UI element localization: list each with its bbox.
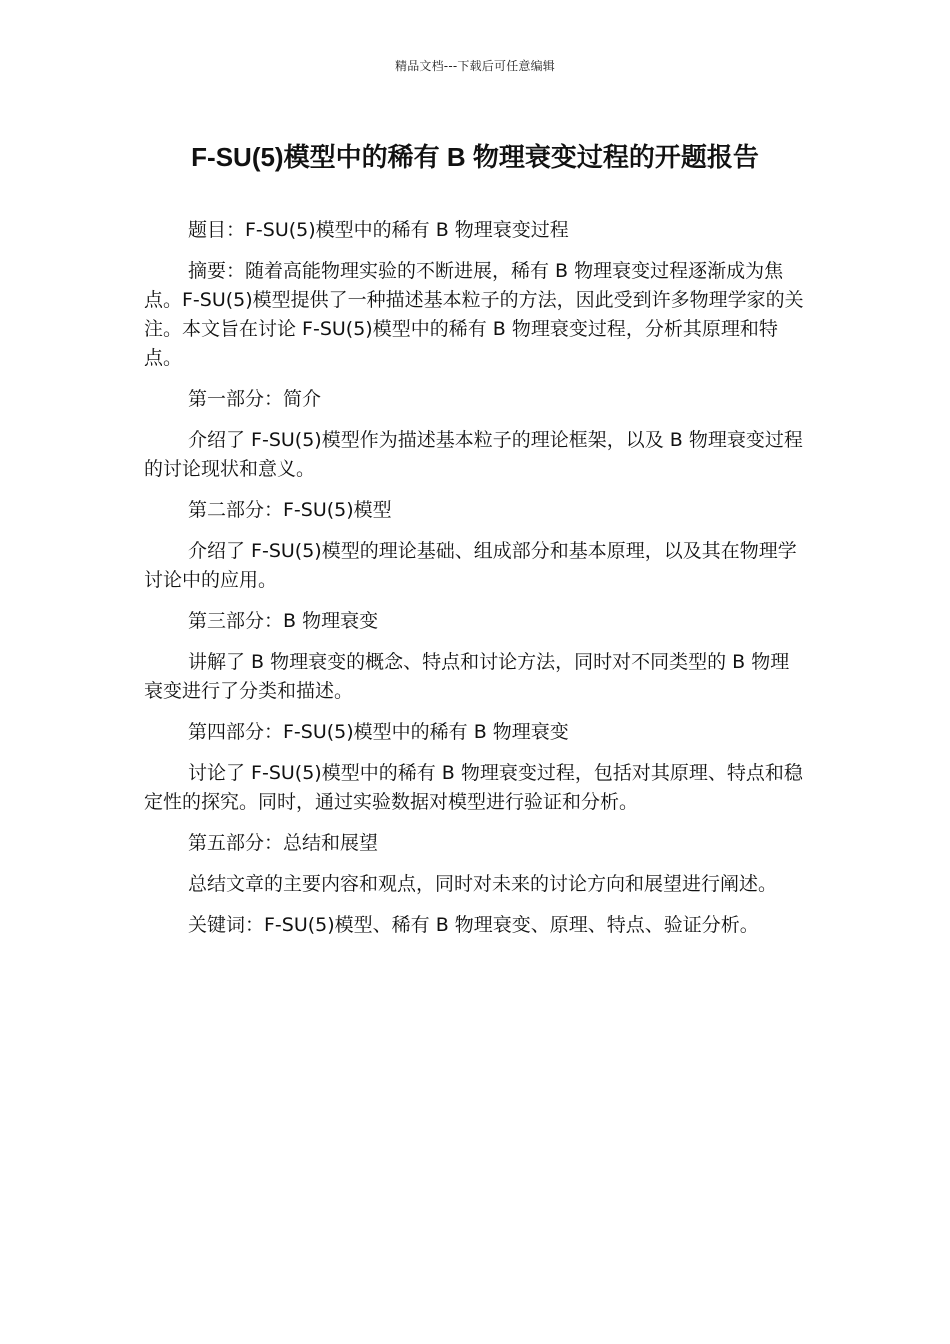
section-heading-2: 第二部分：F-SU(5)模型 <box>188 499 392 521</box>
paragraph-topic: 题目：F-SU(5)模型中的稀有 B 物理衰变过程 <box>188 219 569 241</box>
paragraph-section-3: 讲解了 B 物理衰变的概念、特点和讨论方法，同时对不同类型的 B 物理衰变进行了分类和描述。 <box>144 651 790 702</box>
document-body <box>144 216 804 952</box>
paragraph-section-5: 总结文章的主要内容和观点，同时对未来的讨论方向和展望进行阐述。 <box>188 873 778 895</box>
paragraph-abstract: 摘要：随着高能物理实验的不断进展，稀有 B 物理衰变过程逐渐成为焦点。F-SU(5)模型提供了一种描述基本粒子的方法，因此受到许多物理学家的关注。本文旨在讨论 F-SU(5)模型中的稀有 B 物理衰变过程，分析其原理和特点。 <box>144 260 804 369</box>
section-heading-3: 第三部分：B 物理衰变 <box>188 610 379 632</box>
section-heading-4: 第四部分：F-SU(5)模型中的稀有 B 物理衰变 <box>188 721 569 743</box>
section-heading-5: 第五部分：总结和展望 <box>188 832 379 854</box>
paragraph-section-1: 介绍了 F-SU(5)模型作为描述基本粒子的理论框架，以及 B 物理衰变过程的讨论现状和意义。 <box>144 429 803 480</box>
paragraph-keywords: 关键词：F-SU(5)模型、稀有 B 物理衰变、原理、特点、验证分析。 <box>188 914 759 936</box>
document-title: F-SU(5)模型中的稀有 B 物理衰变过程的开题报告 <box>191 142 759 172</box>
paragraph-section-2: 介绍了 F-SU(5)模型的理论基础、组成部分和基本原理，以及其在物理学讨论中的应用。 <box>144 540 797 591</box>
section-heading-1: 第一部分：简介 <box>188 388 322 410</box>
paragraph-section-4: 讨论了 F-SU(5)模型中的稀有 B 物理衰变过程，包括对其原理、特点和稳定性的探究。同时，通过实验数据对模型进行验证和分析。 <box>144 762 803 813</box>
page-header: 精品文档---下载后可任意编辑 <box>395 59 555 73</box>
